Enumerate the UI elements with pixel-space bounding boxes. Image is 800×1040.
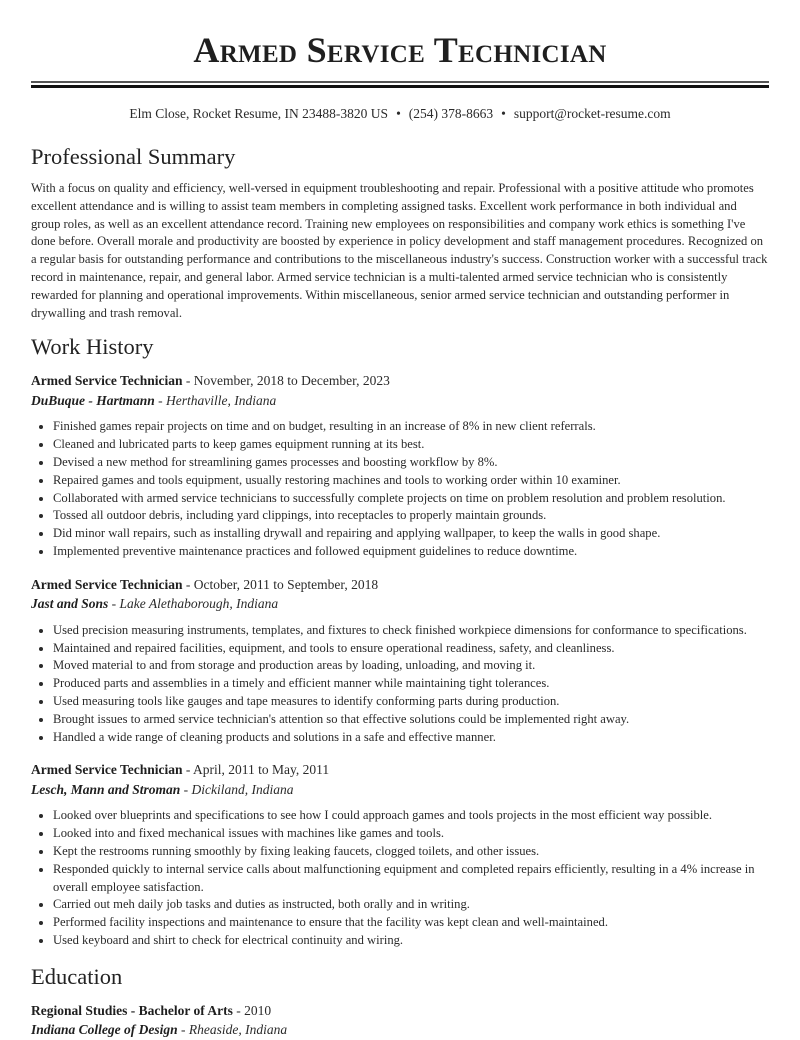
education-year: - 2010: [232, 1002, 272, 1018]
job-title: Armed Service Technician: [31, 373, 183, 389]
education-location: - Rheaside, Indiana: [177, 1022, 288, 1038]
contact-line: [31, 105, 769, 123]
job-bullet: • Brought issues to armed service technician's attention so that effective solutions could be implemented right away.: [53, 711, 769, 729]
job-bullet: • Looked into and fixed mechanical issues with machines like games and tools.: [53, 825, 769, 843]
job-bullet: • Looked over blueprints and specifications to see how I could approach games and tools projects in the most efficient way possible.: [53, 807, 769, 825]
job-bullet: • Repaired games and tools equipment, usually restoring machines and tools to working order within 10 examiner.: [53, 472, 769, 490]
job-bullet: • Used measuring tools like gauges and tape measures to identify conforming parts during production.: [53, 693, 769, 711]
job-title-line: [31, 371, 769, 391]
job-bullet: • Kept the restrooms running smoothly by fixing leaking faucets, clogged toilets, and other issues.: [53, 843, 769, 861]
education-school-line: [31, 1020, 769, 1040]
job-title: Armed Service Technician: [31, 576, 183, 592]
job-bullet: • Performed facility inspections and maintenance to ensure that the facility was kept clean and well-maintained.: [53, 914, 769, 932]
contact-address: Elm Close, Rocket Resume, IN 23488-3820 US: [129, 106, 389, 121]
job-title-line: [31, 575, 769, 595]
job-bullet: • Moved material to and from storage and production areas by loading, unloading, and moving it.: [53, 657, 769, 675]
education-degree: Regional Studies - Bachelor of Arts: [31, 1002, 233, 1018]
section-heading-work-history: Work History: [31, 334, 154, 360]
job-bullet: • Produced parts and assemblies in a timely and efficient manner while maintaining tight tolerances.: [53, 675, 769, 693]
header-rule-thin: [31, 81, 769, 83]
job-bullet: • Implemented preventive maintenance practices and followed equipment guidelines to reduce downtime.: [53, 543, 769, 561]
job-entry: [31, 760, 769, 949]
job-location: - Dickiland, Indiana: [180, 781, 294, 797]
job-dates: - April, 2011 to May, 2011: [182, 762, 330, 778]
job-dates: - November, 2018 to December, 2023: [182, 373, 390, 389]
job-bullet: • Maintained and repaired facilities, equipment, and tools to ensure operational readiness, safety, and cleanliness.: [53, 640, 769, 658]
bullet-separator: •: [396, 106, 401, 121]
section-heading-summary: Professional Summary: [31, 144, 236, 169]
job-bullet: • Responded quickly to internal service calls about malfunctioning equipment and completed repairs efficiently, resulting in a 4% increase in overall employee satisfaction.: [53, 861, 769, 897]
job-entry: [31, 575, 769, 747]
job-bullets: [31, 622, 769, 747]
job-company: DuBuque - Hartmann: [31, 392, 155, 408]
job-company-line: [31, 391, 769, 411]
job-title-line: [31, 760, 769, 780]
job-bullet: • Devised a new method for streamlining games processes and boosting workflow by 8%.: [53, 454, 769, 472]
job-title: Armed Service Technician: [31, 762, 183, 778]
contact-email[interactable]: support@rocket-resume.com: [513, 106, 671, 121]
job-company: Jast and Sons: [31, 596, 109, 612]
job-location: - Lake Alethaborough, Indiana: [108, 596, 279, 612]
header-rule-thick: [31, 85, 769, 88]
job-bullet: • Used keyboard and shirt to check for electrical continuity and wiring.: [53, 932, 769, 950]
job-bullet: • Collaborated with armed service technicians to successfully complete projects on time on problem resolution and problem resolution.: [53, 490, 769, 508]
section-heading-education: Education: [31, 963, 123, 989]
job-company: Lesch, Mann and Stroman: [31, 781, 181, 797]
summary-text: With a focus on quality and efficiency, well-versed in equipment troubleshooting and repair. Professional with a positive attitude who promotes excellent attendance and is willing to assist team members in completing assigned tasks. Excellent work performance in both individual and group roles, as well as an excellent attendance record. Training new employees on responsibilities and company work ethics is something I've done before. Overall morale and productivity are boosted by experience in policy development and staff management procedures. Recognized on a regular basis for outstanding performance and contributions to the miscellaneous industry's success. Construction worker with a successful track record in maintenance, repair, and general labor. Armed service technician is a multi-talented armed service technician who is consistently rewarded for planning and operational improvements. Within miscellaneous, senior armed service technician and outstanding performer in drywalling and trash removal.: [31, 181, 768, 320]
resume-title: Armed Service Technician: [193, 30, 607, 70]
job-bullet: • Handled a wide range of cleaning products and solutions in a safe and effective manner.: [53, 729, 769, 747]
contact-phone: (254) 378-8663: [408, 106, 494, 121]
job-bullet: • Finished games repair projects on time and on budget, resulting in an increase of 8% in new client referrals.: [53, 418, 769, 436]
job-bullet: • Tossed all outdoor debris, including yard clippings, into receptacles to properly maintain grounds.: [53, 507, 769, 525]
job-bullet: • Carried out meh daily job tasks and duties as instructed, both orally and in writing.: [53, 896, 769, 914]
job-dates: - October, 2011 to September, 2018: [182, 576, 379, 592]
job-entry: [31, 371, 769, 560]
job-location: - Herthaville, Indiana: [154, 392, 277, 408]
job-bullet: • Cleaned and lubricated parts to keep games equipment running at its best.: [53, 436, 769, 454]
education-school: Indiana College of Design: [31, 1022, 178, 1038]
bullet-separator: •: [501, 106, 506, 121]
job-bullet: • Did minor wall repairs, such as installing drywall and repairing and applying wallpaper, to keep the walls in good shape.: [53, 525, 769, 543]
education-entry: [31, 1001, 769, 1040]
job-bullet: • Used precision measuring instruments, templates, and fixtures to check finished workpiece dimensions for conformance to specifications.: [53, 622, 769, 640]
job-company-line: [31, 594, 769, 614]
job-bullets: [31, 418, 769, 560]
job-company-line: [31, 780, 769, 800]
education-degree-line: [31, 1001, 769, 1021]
job-bullets: [31, 807, 769, 949]
